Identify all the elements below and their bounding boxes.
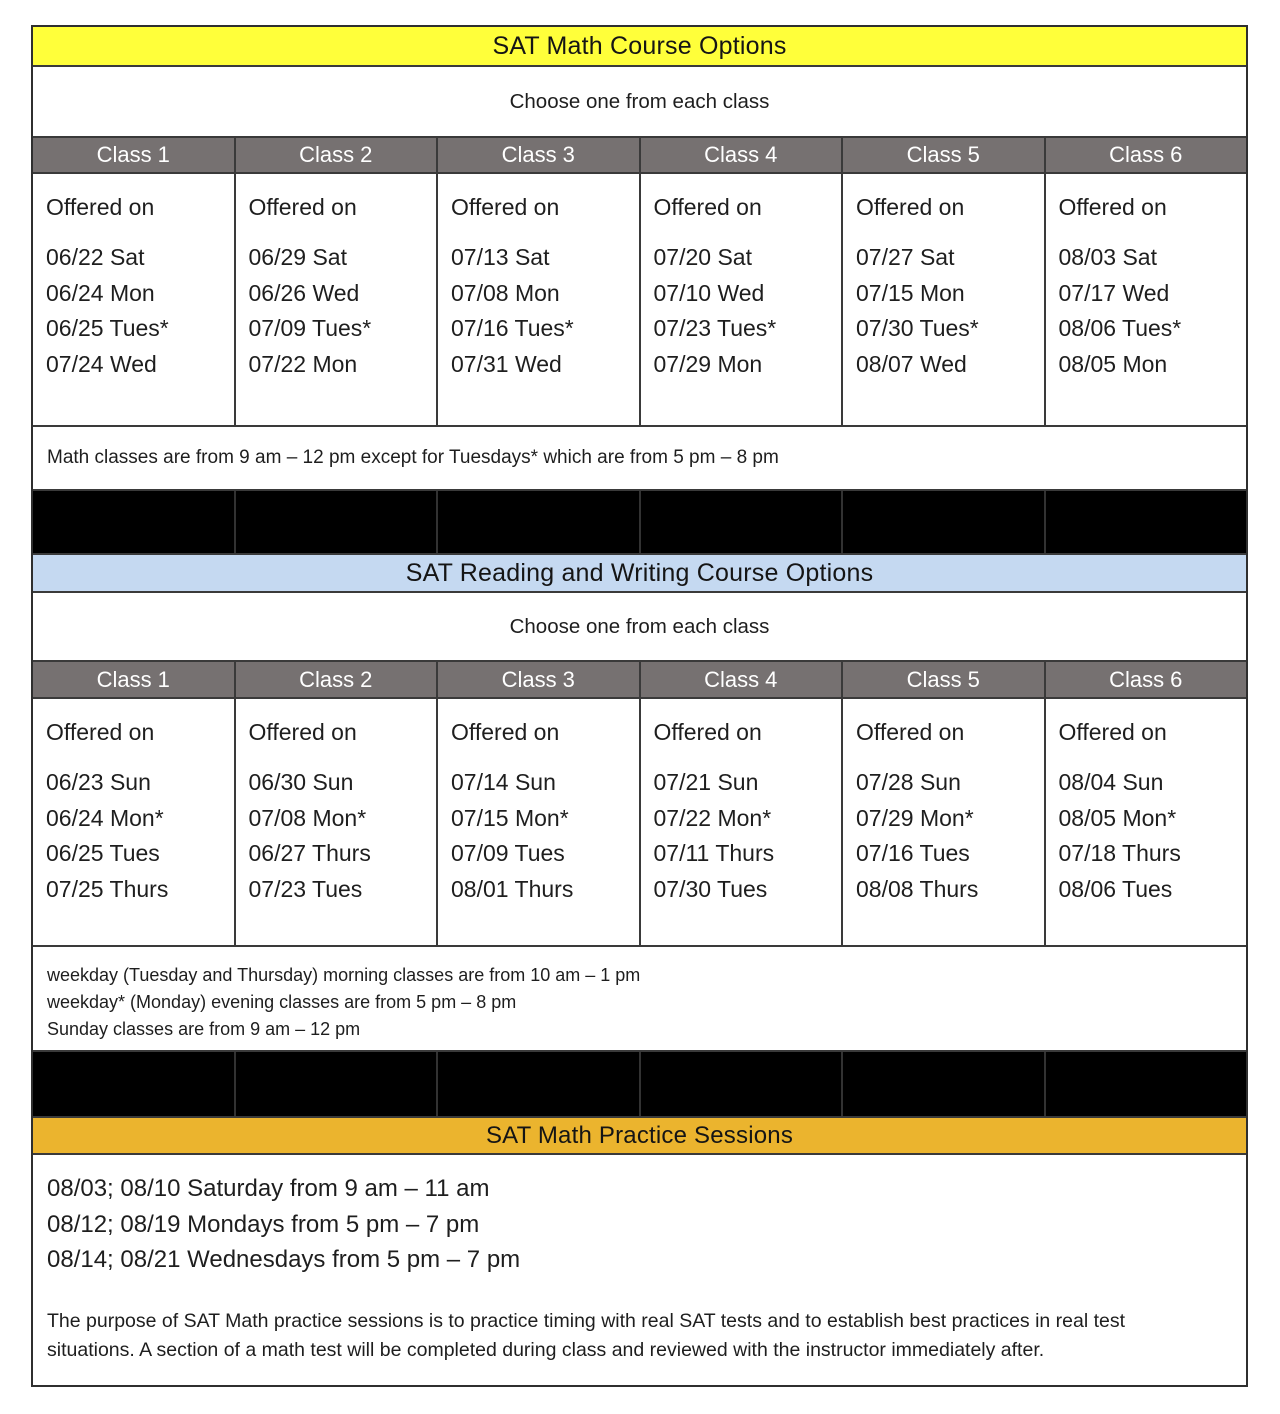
date-line: 06/27 Thurs [248, 840, 371, 866]
separator-row-2 [33, 1052, 1246, 1118]
separator-cell [1046, 491, 1247, 553]
date-line: 07/09 Tues* [248, 315, 372, 341]
rw-schedule-note-3: Sunday classes are from 9 am – 12 pm [47, 1019, 361, 1039]
date-line: 07/27 Sat [856, 244, 955, 270]
offered-on-label: Offered on [46, 194, 155, 220]
rw-class-4-header: Class 4 [641, 662, 844, 697]
math-section-title: SAT Math Course Options [492, 31, 787, 60]
date-line: 07/22 Mon [248, 350, 358, 377]
date-line: 07/13 Sat [451, 244, 550, 270]
date-line: 06/29 Sat [248, 244, 347, 270]
separator-cell [33, 1052, 236, 1116]
practice-section-content [33, 1155, 1246, 1385]
rw-section-title-bar [33, 555, 1246, 593]
math-section-subtitle-row [33, 67, 1246, 138]
date-line: 08/05 Mon [1058, 350, 1168, 377]
offered-on-label: Offered on [1058, 719, 1167, 745]
math-class-1-header: Class 1 [33, 138, 236, 172]
offered-on-label: Offered on [856, 194, 965, 220]
practice-session-2: 08/12; 08/19 Mondays from 5 pm – 7 pm [47, 1210, 480, 1238]
rw-schedule-note-2: weekday* (Monday) evening classes are from 5 pm – 8 pm [47, 992, 517, 1012]
offered-on-label: Offered on [248, 194, 357, 220]
date-line: 08/03 Sat [1058, 244, 1157, 270]
date-line: 06/25 Tues* [46, 315, 169, 341]
math-class-5-header: Class 5 [843, 138, 1046, 172]
date-line: 07/14 Sun [451, 769, 556, 795]
date-line: 07/16 Tues [856, 840, 970, 866]
math-section-subtitle: Choose one from each class [509, 89, 770, 113]
date-line: 08/08 Thurs [856, 875, 979, 902]
math-class-4-dates-cell [641, 174, 844, 425]
date-line: 06/25 Tues [46, 840, 160, 866]
math-class-header-row [33, 138, 1246, 174]
separator-cell [843, 1052, 1046, 1116]
date-line: 07/21 Sun [653, 769, 759, 795]
math-schedule-note-row [33, 427, 1246, 491]
separator-cell [438, 1052, 641, 1116]
date-line: 07/25 Thurs [46, 875, 169, 902]
rw-section-subtitle: Choose one from each class [509, 614, 770, 638]
date-line: 08/06 Tues [1058, 875, 1173, 902]
date-line: 06/30 Sun [248, 769, 354, 795]
rw-schedule-notes-row [33, 947, 1246, 1052]
math-dates-row [33, 174, 1246, 427]
practice-description: The purpose of SAT Math practice sessions is to practice timing with real SAT tests and to establish best practices in real test situations. A section of a math test will be completed during class and reviewed with the instructor immediately after. [47, 1309, 1126, 1361]
date-line: 07/09 Tues [451, 840, 565, 866]
separator-cell [641, 1052, 844, 1116]
rw-dates-row [33, 699, 1246, 947]
date-line: 07/29 Mon* [856, 804, 974, 831]
date-line: 07/29 Mon [653, 350, 763, 377]
date-line: 07/23 Tues* [653, 315, 777, 341]
separator-cell [843, 491, 1046, 553]
date-line: 07/30 Tues* [856, 315, 979, 341]
date-line: 06/26 Wed [248, 279, 360, 306]
math-section-title-bar [33, 27, 1246, 67]
date-line: 07/16 Tues* [451, 315, 574, 341]
separator-cell [236, 1052, 439, 1116]
date-line: 07/17 Wed [1058, 279, 1170, 306]
date-line: 08/04 Sun [1058, 769, 1164, 795]
rw-class-1-dates-cell [33, 699, 236, 945]
rw-class-3-header: Class 3 [438, 662, 641, 697]
separator-cell [438, 491, 641, 553]
offered-on-label: Offered on [248, 719, 357, 745]
rw-class-6-dates-cell [1046, 699, 1247, 945]
date-line: 07/24 Wed [46, 350, 157, 377]
offered-on-label: Offered on [1058, 194, 1167, 220]
date-line: 08/05 Mon* [1058, 804, 1177, 831]
date-line: 08/06 Tues* [1058, 315, 1182, 341]
math-class-6-header: Class 6 [1109, 142, 1183, 167]
rw-class-1-header: Class 1 [33, 662, 236, 697]
rw-class-4-dates-cell [641, 699, 844, 945]
separator-row-1 [33, 491, 1246, 555]
date-line: 07/30 Tues [653, 875, 768, 902]
math-class-6-dates-cell [1046, 174, 1247, 425]
date-line: 07/31 Wed [451, 350, 562, 377]
date-line: 07/22 Mon* [653, 804, 772, 831]
date-line: 08/07 Wed [856, 350, 967, 377]
rw-class-3-dates-cell [438, 699, 641, 945]
offered-on-label: Offered on [653, 719, 762, 745]
offered-on-label: Offered on [451, 194, 560, 220]
date-line: 07/20 Sat [653, 244, 752, 270]
date-line: 07/15 Mon* [451, 804, 569, 831]
rw-class-2-dates-cell [236, 699, 439, 945]
offered-on-label: Offered on [653, 194, 762, 220]
math-class-3-dates-cell [438, 174, 641, 425]
date-line: 07/23 Tues [248, 875, 363, 902]
rw-section-title: SAT Reading and Writing Course Options [405, 558, 874, 587]
date-line: 06/24 Mon [46, 279, 155, 306]
math-class-3-header: Class 3 [438, 138, 641, 172]
offered-on-label: Offered on [856, 719, 965, 745]
rw-class-5-dates-cell [843, 699, 1046, 945]
math-class-1-dates-cell [33, 174, 236, 425]
math-class-2-header: Class 2 [236, 138, 439, 172]
rw-class-header-row [33, 662, 1246, 699]
separator-cell [641, 491, 844, 553]
offered-on-label: Offered on [451, 719, 560, 745]
practice-session-1: 08/03; 08/10 Saturday from 9 am – 11 am [47, 1175, 490, 1202]
rw-section-subtitle-row [33, 593, 1246, 662]
date-line: 07/11 Thurs [653, 840, 775, 866]
separator-cell [1046, 1052, 1247, 1116]
practice-section-title-bar [33, 1118, 1246, 1155]
math-class-2-dates-cell [236, 174, 439, 425]
math-schedule-note: Math classes are from 9 am – 12 pm except for Tuesdays* which are from 5 pm – 8 pm [47, 447, 779, 468]
practice-section-title: SAT Math Practice Sessions [485, 1121, 794, 1149]
date-line: 06/22 Sat [46, 244, 145, 270]
date-line: 06/23 Sun [46, 769, 151, 795]
practice-session-3: 08/14; 08/21 Wednesdays from 5 pm – 7 pm [47, 1246, 521, 1273]
course-schedule-table [31, 25, 1248, 1387]
date-line: 06/24 Mon* [46, 804, 164, 831]
rw-class-5-header: Class 5 [843, 662, 1046, 697]
rw-schedule-note-1: weekday (Tuesday and Thursday) morning classes are from 10 am – 1 pm [47, 965, 641, 985]
date-line: 07/08 Mon* [248, 804, 367, 831]
date-line: 07/28 Sun [856, 769, 961, 795]
math-class-5-dates-cell [843, 174, 1046, 425]
date-line: 07/18 Thurs [1058, 840, 1181, 866]
offered-on-label: Offered on [46, 719, 155, 745]
date-line: 07/08 Mon [451, 279, 560, 306]
separator-cell [33, 491, 236, 553]
rw-class-2-header: Class 2 [236, 662, 439, 697]
rw-class-6-header: Class 6 [1109, 666, 1183, 692]
date-line: 07/10 Wed [653, 279, 765, 306]
math-class-4-header: Class 4 [641, 138, 844, 172]
date-line: 07/15 Mon [856, 279, 965, 306]
separator-cell [236, 491, 439, 553]
date-line: 08/01 Thurs [451, 875, 574, 902]
